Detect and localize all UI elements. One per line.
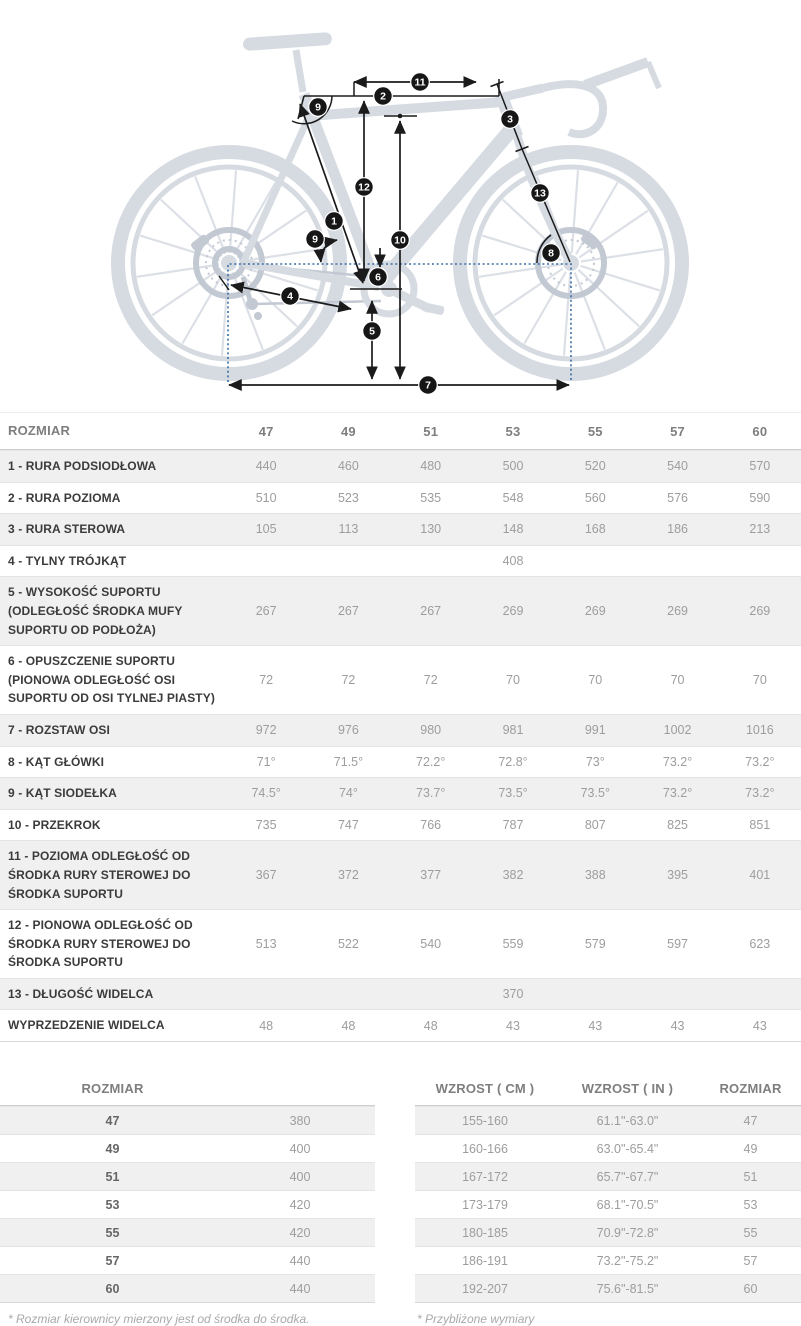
geometry-row bbox=[0, 777, 801, 809]
geometry-row bbox=[0, 450, 801, 482]
callout-7 bbox=[419, 376, 438, 395]
geometry-cell: 113 bbox=[338, 522, 359, 537]
height-in-cell: 65.7"-67.7" bbox=[596, 1169, 659, 1184]
geometry-cell: 560 bbox=[584, 490, 606, 505]
geometry-row bbox=[0, 978, 801, 1010]
size-cell: 57 bbox=[743, 1253, 758, 1268]
spoke bbox=[581, 249, 663, 261]
geometry-cell: 747 bbox=[337, 818, 359, 833]
geometry-cell: 401 bbox=[749, 868, 771, 883]
geometry-cell: 48 bbox=[259, 1018, 274, 1033]
handlebar-width-cell: 420 bbox=[289, 1225, 311, 1240]
geometry-row-label: 4 - TYLNY TRÓJKĄT bbox=[8, 553, 127, 568]
geometry-cell: 72 bbox=[423, 673, 438, 688]
handlebar-header-size: ROZMIAR bbox=[81, 1081, 144, 1097]
geometry-row-label: 12 - PIONOWA ODLEGŁOŚĆ OD ŚRODKA RURY STEROWEJ DO ŚRODKA SUPORTU bbox=[8, 918, 193, 970]
geometry-row-label: 13 - DŁUGOŚĆ WIDELCA bbox=[8, 986, 154, 1001]
geometry-cell: 825 bbox=[667, 818, 688, 833]
callout-6 bbox=[369, 268, 388, 287]
geometry-cell: 186 bbox=[667, 522, 688, 537]
top-tube bbox=[308, 102, 503, 116]
svg-text:1: 1 bbox=[331, 215, 337, 228]
callout-13 bbox=[531, 184, 550, 203]
spoke bbox=[578, 270, 639, 327]
geometry-cell: 408 bbox=[502, 554, 524, 569]
size-header: 55 bbox=[587, 423, 603, 439]
geometry-row bbox=[0, 576, 801, 645]
geometry-cell: 370 bbox=[502, 987, 524, 1002]
svg-text:7: 7 bbox=[425, 379, 431, 392]
size-header: 60 bbox=[752, 423, 768, 439]
geometry-row-label: WYPRZEDZENIE WIDELCA bbox=[8, 1018, 165, 1033]
geometry-cell: 73.2° bbox=[745, 754, 775, 769]
brake-lever bbox=[648, 62, 659, 88]
geometry-cell: 623 bbox=[749, 936, 771, 951]
geometry-cell: 269 bbox=[749, 604, 771, 619]
height-cm-cell: 186-191 bbox=[462, 1253, 508, 1268]
handlebar-size-cell: 57 bbox=[105, 1253, 120, 1268]
size-cell: 60 bbox=[743, 1281, 758, 1296]
svg-text:5: 5 bbox=[369, 325, 375, 338]
geometry-table bbox=[0, 412, 801, 1042]
sizing-row bbox=[415, 1134, 801, 1162]
geometry-cell: 72 bbox=[341, 673, 356, 688]
geometry-cell: 597 bbox=[667, 936, 688, 951]
spoke bbox=[479, 264, 561, 276]
geometry-cell: 1002 bbox=[663, 723, 692, 738]
handlebar-size-table bbox=[0, 1072, 375, 1303]
svg-text:10: 10 bbox=[394, 234, 406, 247]
geometry-cell: 43 bbox=[588, 1018, 603, 1033]
handlebar-row bbox=[0, 1134, 375, 1162]
handlebar-width-cell: 400 bbox=[289, 1169, 311, 1184]
geometry-cell: 70 bbox=[506, 673, 520, 688]
sizing-row bbox=[415, 1246, 801, 1274]
geometry-header-row bbox=[0, 412, 801, 450]
geometry-cell: 73.2° bbox=[662, 754, 693, 769]
height-cm-cell: 155-160 bbox=[462, 1113, 508, 1128]
geometry-cell: 72 bbox=[259, 673, 274, 688]
seatstay bbox=[243, 114, 310, 263]
geometry-cell: 787 bbox=[502, 818, 524, 833]
callout-4 bbox=[281, 287, 300, 306]
geometry-row-label: 9 - KĄT SIODEŁKA bbox=[8, 786, 117, 801]
geometry-cell: 523 bbox=[337, 490, 359, 505]
seatpost bbox=[296, 50, 303, 92]
geometry-cell: 535 bbox=[420, 490, 442, 505]
handlebar-row bbox=[0, 1106, 375, 1134]
callout-5 bbox=[363, 322, 382, 341]
geometry-row-label: 7 - ROZSTAW OSI bbox=[8, 722, 110, 737]
geometry-row-label: 8 - KĄT GŁÓWKI bbox=[8, 754, 105, 769]
svg-text:11: 11 bbox=[414, 76, 426, 89]
geometry-cell: 70 bbox=[670, 673, 685, 688]
handlebar-width-cell: 440 bbox=[289, 1281, 311, 1296]
geometry-row bbox=[0, 714, 801, 746]
height-cm-cell: 160-166 bbox=[462, 1141, 508, 1156]
geometry-row-label: 3 - RURA STEROWA bbox=[8, 522, 126, 537]
bike-geometry-diagram bbox=[0, 0, 801, 410]
svg-text:3: 3 bbox=[507, 113, 513, 126]
callout-11 bbox=[411, 73, 430, 92]
geometry-cell: 540 bbox=[667, 459, 688, 474]
height-cm-cell: 173-179 bbox=[462, 1197, 508, 1212]
size-header: 51 bbox=[423, 423, 439, 439]
sizing-header: WZROST ( IN ) bbox=[581, 1081, 674, 1097]
sizing-row bbox=[415, 1218, 801, 1246]
pedal bbox=[421, 302, 444, 315]
geometry-cell: 48 bbox=[423, 1018, 438, 1033]
geometry-cell: 520 bbox=[584, 459, 606, 474]
geometry-cell: 372 bbox=[337, 868, 359, 883]
callout-3 bbox=[501, 110, 520, 129]
geometry-row-label: 11 - POZIOMA ODLEGŁOŚĆ OD ŚRODKA RURY STEROWEJ DO ŚRODKA SUPORTU bbox=[8, 849, 191, 901]
geometry-cell: 500 bbox=[502, 459, 524, 474]
saddle bbox=[243, 32, 333, 51]
geometry-cell: 213 bbox=[749, 522, 771, 537]
size-header: 47 bbox=[258, 423, 274, 439]
svg-text:2: 2 bbox=[380, 90, 386, 103]
callout-12 bbox=[355, 178, 374, 197]
handlebar-size-section bbox=[0, 1072, 375, 1326]
geometry-row-label: 10 - PRZEKROK bbox=[8, 817, 101, 832]
geometry-cell: 513 bbox=[255, 936, 277, 951]
handlebar bbox=[543, 84, 603, 134]
handlebar-size-cell: 49 bbox=[105, 1141, 120, 1156]
geometry-cell: 105 bbox=[255, 522, 277, 537]
geometry-cell: 460 bbox=[337, 459, 359, 474]
height-in-cell: 73.2"-75.2" bbox=[596, 1253, 659, 1268]
geometry-cell: 72.2° bbox=[416, 754, 446, 769]
geometry-cell: 70 bbox=[588, 673, 603, 688]
geometry-cell: 590 bbox=[749, 490, 771, 505]
geometry-cell: 73.7° bbox=[416, 786, 446, 801]
rear-wheel bbox=[118, 152, 340, 374]
height-in-cell: 70.9"-72.8" bbox=[596, 1225, 659, 1240]
height-in-cell: 68.1"-70.5" bbox=[596, 1197, 659, 1212]
sizing-header: WZROST ( CM ) bbox=[435, 1081, 535, 1097]
geometry-cell: 579 bbox=[584, 936, 606, 951]
geometry-row-label: 6 - OPUSZCZENIE SUPORTU (PIONOWA ODLEGŁOŚĆ OSI SUPORTU OD OSI TYLNEJ PIASTY) bbox=[8, 654, 215, 706]
geometry-cell: 807 bbox=[584, 818, 606, 833]
callout-9 bbox=[306, 230, 325, 249]
geometry-cell: 130 bbox=[420, 522, 442, 537]
spoke bbox=[137, 264, 219, 276]
geometry-row bbox=[0, 909, 801, 978]
geometry-row bbox=[0, 840, 801, 909]
rider-sizing-table bbox=[415, 1072, 801, 1303]
handlebar-footnote: * Rozmiar kierownicy mierzony jest od środka do środka. bbox=[8, 1312, 310, 1326]
geometry-cell: 70 bbox=[752, 673, 767, 688]
handlebar-width-cell: 420 bbox=[289, 1197, 311, 1212]
geometry-cell: 440 bbox=[255, 459, 277, 474]
geometry-cell: 73° bbox=[585, 754, 605, 769]
geometry-cell: 43 bbox=[506, 1018, 520, 1033]
height-cm-cell: 180-185 bbox=[462, 1225, 508, 1240]
spoke bbox=[575, 272, 605, 349]
geometry-cell: 981 bbox=[502, 723, 524, 738]
geometry-cell: 1016 bbox=[745, 723, 774, 738]
handlebar-row bbox=[0, 1218, 375, 1246]
size-cell: 47 bbox=[743, 1113, 758, 1128]
geometry-cell: 73.5° bbox=[498, 786, 528, 801]
geometry-cell: 48 bbox=[341, 1018, 356, 1033]
height-in-cell: 63.0"-65.4" bbox=[596, 1141, 659, 1156]
geometry-header-label: ROZMIAR bbox=[8, 422, 71, 438]
size-cell: 55 bbox=[743, 1225, 758, 1240]
geometry-row bbox=[0, 513, 801, 545]
geometry-cell: 377 bbox=[420, 868, 442, 883]
geometry-cell: 522 bbox=[337, 936, 359, 951]
size-cell: 49 bbox=[743, 1141, 758, 1156]
bottom-tables bbox=[0, 1072, 801, 1326]
svg-text:8: 8 bbox=[548, 247, 554, 260]
handlebar-row bbox=[0, 1190, 375, 1218]
geometry-cell: 73.2° bbox=[745, 786, 775, 801]
geometry-cell: 367 bbox=[255, 868, 277, 883]
geometry-cell: 991 bbox=[584, 723, 606, 738]
callout-9 bbox=[309, 98, 328, 117]
geometry-cell: 976 bbox=[337, 723, 359, 738]
geometry-cell: 71.5° bbox=[333, 754, 364, 769]
geometry-cell: 269 bbox=[502, 604, 524, 619]
geometry-cell: 267 bbox=[337, 604, 359, 619]
geometry-cell: 480 bbox=[420, 459, 442, 474]
handlebar-size-cell: 60 bbox=[105, 1281, 120, 1296]
sizing-row bbox=[415, 1274, 801, 1302]
geometry-cell: 510 bbox=[255, 490, 277, 505]
handlebar-row bbox=[0, 1162, 375, 1190]
svg-text:13: 13 bbox=[534, 187, 546, 200]
geometry-row bbox=[0, 746, 801, 778]
geometry-cell: 43 bbox=[752, 1018, 767, 1033]
geometry-row bbox=[0, 1009, 801, 1041]
size-header: 57 bbox=[670, 423, 685, 439]
sizing-row bbox=[415, 1190, 801, 1218]
sizing-header: ROZMIAR bbox=[719, 1081, 782, 1097]
callout-10 bbox=[391, 231, 410, 250]
geometry-row-label: 1 - RURA PODSIODŁOWA bbox=[8, 459, 157, 473]
geometry-cell: 735 bbox=[255, 818, 277, 833]
geometry-row bbox=[0, 645, 801, 714]
size-header: 53 bbox=[505, 423, 521, 439]
geometry-cell: 972 bbox=[255, 723, 277, 738]
geometry-cell: 168 bbox=[584, 522, 606, 537]
size-cell: 53 bbox=[743, 1197, 758, 1212]
geometry-cell: 269 bbox=[584, 604, 606, 619]
geometry-row bbox=[0, 809, 801, 841]
height-cm-cell: 167-172 bbox=[462, 1169, 508, 1184]
size-cell: 51 bbox=[743, 1169, 758, 1184]
rider-sizing-section bbox=[415, 1072, 801, 1326]
geometry-cell: 71° bbox=[256, 754, 276, 769]
geometry-cell: 382 bbox=[502, 868, 524, 883]
geometry-cell: 388 bbox=[584, 868, 606, 883]
geometry-cell: 74.5° bbox=[251, 786, 281, 801]
geometry-cell: 980 bbox=[420, 723, 442, 738]
geometry-cell: 395 bbox=[667, 868, 688, 883]
handlebar-row bbox=[0, 1274, 375, 1302]
geometry-row-label: 2 - RURA POZIOMA bbox=[8, 490, 121, 505]
spoke bbox=[233, 272, 263, 349]
svg-text:6: 6 bbox=[375, 271, 381, 284]
geometry-cell: 766 bbox=[420, 818, 442, 833]
geometry-cell: 548 bbox=[502, 490, 524, 505]
geometry-cell: 269 bbox=[667, 604, 688, 619]
geometry-cell: 267 bbox=[420, 604, 442, 619]
height-in-cell: 61.1"-63.0" bbox=[596, 1113, 659, 1128]
geometry-cell: 851 bbox=[749, 818, 771, 833]
geometry-cell: 559 bbox=[502, 936, 524, 951]
geometry-cell: 74° bbox=[338, 786, 358, 801]
svg-text:9: 9 bbox=[312, 233, 318, 246]
handlebar-width-cell: 400 bbox=[289, 1141, 311, 1156]
geometry-svg bbox=[0, 0, 801, 410]
sizing-row bbox=[415, 1106, 801, 1134]
callout-8 bbox=[542, 244, 561, 263]
height-in-cell: 75.6"-81.5" bbox=[596, 1281, 659, 1296]
handlebar-width-cell: 380 bbox=[289, 1113, 311, 1128]
sizing-header-row bbox=[415, 1072, 801, 1106]
handlebar-size-cell: 53 bbox=[105, 1197, 120, 1212]
geometry-row-label: 5 - WYSOKOŚĆ SUPORTU (ODLEGŁOŚĆ ŚRODKA MUFY SUPORTU OD PODŁOŻA) bbox=[8, 585, 183, 637]
geometry-cell: 540 bbox=[420, 936, 442, 951]
sizing-footnote: * Przybliżone wymiary bbox=[417, 1312, 535, 1326]
handlebar-size-cell: 55 bbox=[105, 1225, 120, 1240]
geometry-cell: 73.2° bbox=[662, 786, 693, 801]
geometry-cell: 148 bbox=[502, 522, 524, 537]
svg-text:4: 4 bbox=[287, 290, 293, 303]
callout-1 bbox=[325, 212, 344, 231]
callout-2 bbox=[374, 87, 393, 106]
size-header: 49 bbox=[340, 423, 356, 439]
geometry-cell: 570 bbox=[749, 459, 771, 474]
sizing-row bbox=[415, 1162, 801, 1190]
geometry-cell: 72.8° bbox=[498, 754, 528, 769]
height-cm-cell: 192-207 bbox=[462, 1281, 508, 1296]
handlebar-size-cell: 51 bbox=[105, 1169, 120, 1184]
geometry-row bbox=[0, 545, 801, 577]
geometry-cell: 576 bbox=[667, 490, 688, 505]
handlebar-header-row bbox=[0, 1072, 375, 1106]
geometry-cell: 43 bbox=[670, 1018, 685, 1033]
spoke bbox=[161, 200, 222, 257]
geometry-cell: 73.5° bbox=[580, 786, 610, 801]
geometry-cell: 267 bbox=[255, 604, 277, 619]
handlebar-row bbox=[0, 1246, 375, 1274]
handlebar-width-cell: 440 bbox=[289, 1253, 311, 1268]
stem bbox=[503, 88, 543, 97]
svg-text:9: 9 bbox=[315, 101, 321, 114]
svg-text:12: 12 bbox=[358, 181, 370, 194]
geometry-row bbox=[0, 482, 801, 514]
brake-hood bbox=[585, 62, 648, 85]
handlebar-size-cell: 47 bbox=[105, 1113, 120, 1128]
